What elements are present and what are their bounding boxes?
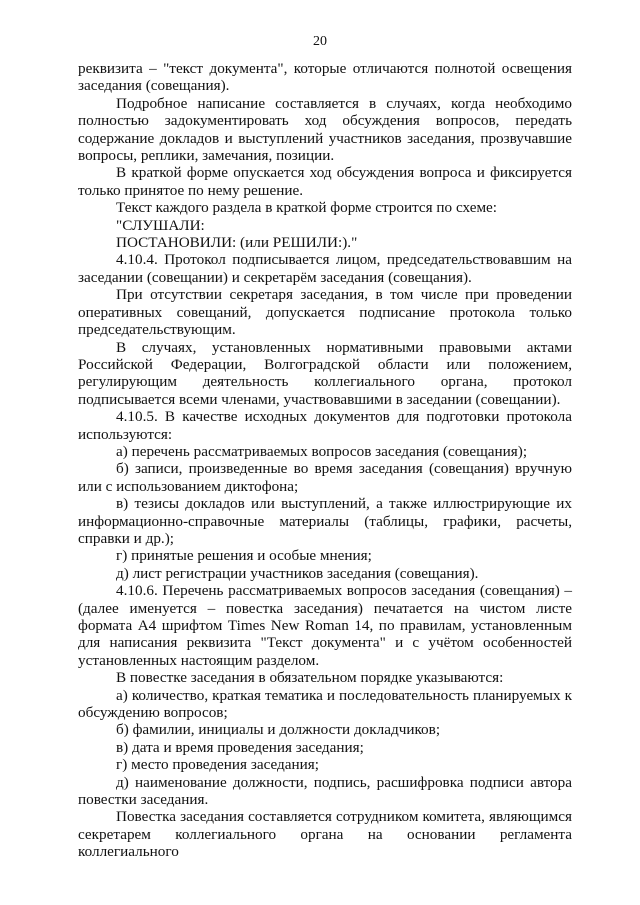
document-body [78,60,572,861]
list-item: б) записи, произведенные во время заседания (совещания) вручную или с использованием диктофона; [78,460,572,495]
paragraph: 4.10.5. В качестве исходных документов для подготовки протокола используются: [78,408,572,443]
list-item: а) количество, краткая тематика и последовательность планируемых к обсуждению вопросов; [78,686,572,722]
paragraph: В случаях, установленных нормативными правовыми актами Российской Федерации, Волгоградской области или положением, регулирующим деятельность коллегиального органа, протокол подписывается всеми членами, участвовавшими в заседании (совещании). [78,338,572,408]
list-item: д) наименование должности, подпись, расшифровка подписи автора повестки заседания. [78,773,572,809]
paragraph: 4.10.6. Перечень рассматриваемых вопросов заседания (совещания) – (далее именуется – повестка заседания) печатается на чистом листе формата А4 шрифтом Times New Roman 14, по правилам, установленным для написания реквизита "Текст документа" и с учётом особенностей установленных настоящим разделом. [78,582,572,669]
paragraph: При отсутствии секретаря заседания, в том числе при проведении оперативных совещаний, допускается подписание протокола только председательствующим. [78,286,572,339]
list-item: г) место проведения заседания; [116,756,319,774]
list-item: б) фамилии, инициалы и должности докладчиков; [116,721,441,739]
list-item: г) принятые решения и особые мнения; [116,547,372,565]
list-item: в) тезисы докладов или выступлений, а также иллюстрирующие их информационно-справочные материалы (таблицы, графики, расчеты, справки и др.); [78,495,572,547]
paragraph: 4.10.4. Протокол подписывается лицом, председательствовавшим на заседании (совещании) и секретарём заседания (совещания). [78,251,572,286]
paragraph: Текст каждого раздела в краткой форме строится по схеме: [116,199,498,217]
list-item: а) перечень рассматриваемых вопросов заседания (совещания); [116,442,528,460]
paragraph: ПОСТАНОВИЛИ: (или РЕШИЛИ:)." [116,234,358,252]
paragraph: В краткой форме опускается ход обсуждения вопроса и фиксируется только принятое по нему решение. [78,164,572,199]
paragraph: Подробное написание составляется в случаях, когда необходимо полностью задокументировать ход обсуждения вопросов, передать содержание докладов и выступлений участников заседания, прозвучавшие вопросы, реплики, замечания, позиции. [78,94,572,165]
paragraph: реквизита – "текст документа", которые отличаются полнотой освещения заседания (совещания). [78,60,572,95]
page-number: 20 [313,34,327,49]
paragraph: "СЛУШАЛИ: [116,216,205,234]
paragraph: В повестке заседания в обязательном порядке указываются: [116,669,504,687]
paragraph: Повестка заседания составляется сотрудником комитета, являющимся секретарем коллегиального органа на основании регламента коллегиального [78,808,572,861]
list-item: в) дата и время проведения заседания; [116,738,364,756]
list-item: д) лист регистрации участников заседания (совещания). [116,564,479,582]
